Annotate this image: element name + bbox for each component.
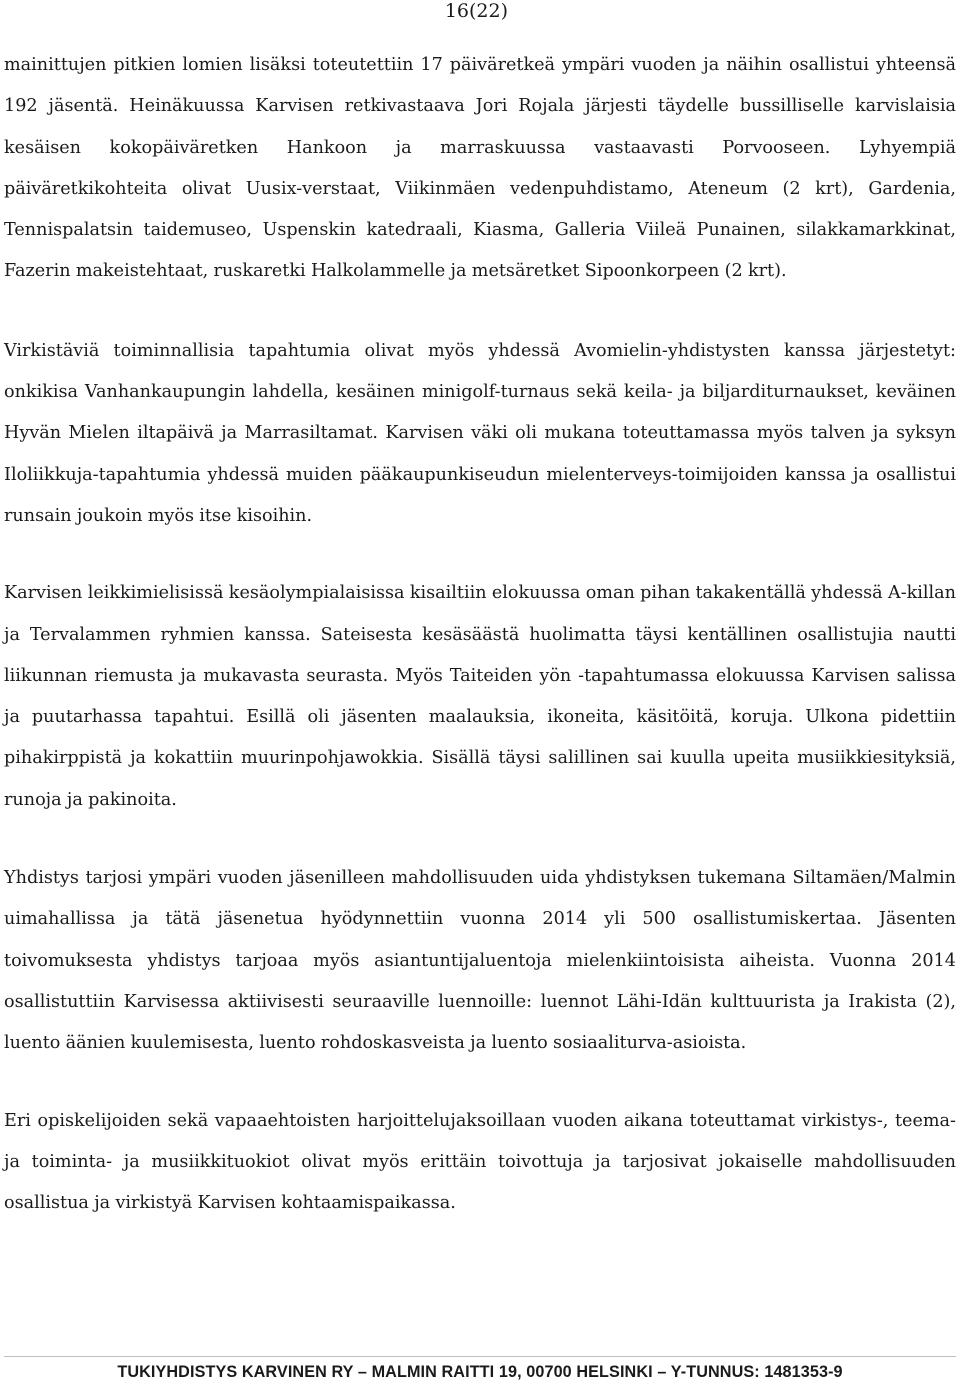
paragraph-day-trips: mainittujen pitkien lomien lisäksi toteutettiin 17 päiväretkeä ympäri vuoden ja näihin osallistui yhteensä 192 jäsentä. Heinäkuussa Karvisen retkivastaava Jori Rojala järjesti täydelle bussilliselle karvislaisia kesäisen kokopäiväretken Hankoon ja marraskuussa vastaavasti Porvooseen. Lyhyempiä päiväretkikohteita olivat Uusix-verstaat, Viikinmäen vedenpuhdistamo, Ateneum (2 krt), Gardenia, Tennispalatsin taidemuseo, Uspenskin katedraali, Kiasma, Galleria Viileä Punainen, silakkamarkkinat, Fazerin makeistehtaat, ruskaretki Halkolammelle ja metsäretket Sipoonkorpeen (2 krt).: [4, 55, 956, 282]
paragraph-recreational-events: Virkistäviä toiminnallisia tapahtumia olivat myös yhdessä Avomielin-yhdistysten kanssa järjestetyt: onkikisa Vanhankaupungin lahdella, kesäinen minigolf-turnaus sekä keila- ja biljarditurnaukset, keväinen Hyvän Mielen iltapäivä ja Marrasiltamat. Karvisen väki oli mukana toteuttamassa myös talven ja syksyn Iloliikkuja-tapahtumia yhdessä muiden pääkaupunkiseudun mielenterveys-toimijoiden kanssa ja osallistui runsain joukoin myös itse kisoihin.: [4, 340, 956, 526]
paragraph-summer-olympics: Karvisen leikkimielisissä kesäolympialaisissa kisailtiin elokuussa oman pihan takakentällä yhdessä A-killan ja Tervalammen ryhmien kanssa. Sateisesta kesäsäästä huolimatta täysi kentällinen osallistujia nautti liikunnan riemusta ja mukavasta seurasta. Myös Taiteiden yön -tapahtumassa elokuussa Karvisen salissa ja puutarhassa tapahtui. Esillä oli jäsenten maalauksia, ikoneita, käsitöitä, koruja. Ulkona pidettiin pihakirppistä ja kokattiin muurinpohjawokkia. Sisällä täysi salillinen sai kuulla upeita musiikkiesityksiä, runoja ja pakinoita.: [4, 583, 956, 810]
paragraph-swimming-lectures: Yhdistys tarjosi ympäri vuoden jäsenilleen mahdollisuuden uida yhdistyksen tukemana Siltamäen/Malmin uimahallissa ja tätä jäsenetua hyödynnettiin vuonna 2014 yli 500 osallistumiskertaa. Jäsenten toivomuksesta yhdistys tarjoaa myös asiantuntijaluentoja mielenkiintoisista aiheista. Vuonna 2014 osallistuttiin Karvisessa aktiivisesti seuraaville luennoille: luennot Lähi-Idän kulttuurista ja Irakista (2), luento äänien kuulemisesta, luento rohdoskasveista ja luento sosiaaliturva-asioista.: [4, 868, 956, 1054]
paragraph-student-activities: Eri opiskelijoiden sekä vapaaehtoisten harjoittelujaksoillaan vuoden aikana toteuttamat virkistys-, teema- ja toiminta- ja musiikkituokiot olivat myös erittäin toivottuja ja tarjosivat jokaiselle mahdollisuuden osallistua ja virkistyä Karvisen kohtaamispaikassa.: [4, 1110, 956, 1214]
page-number: 16(22): [444, 0, 508, 22]
footer-divider: [4, 1356, 956, 1357]
document-body: [4, 45, 956, 1262]
footer-address: TUKIYHDISTYS KARVINEN RY – MALMIN RAITTI 19, 00700 HELSINKI – Y-TUNNUS: 1481353-9: [117, 1363, 843, 1381]
